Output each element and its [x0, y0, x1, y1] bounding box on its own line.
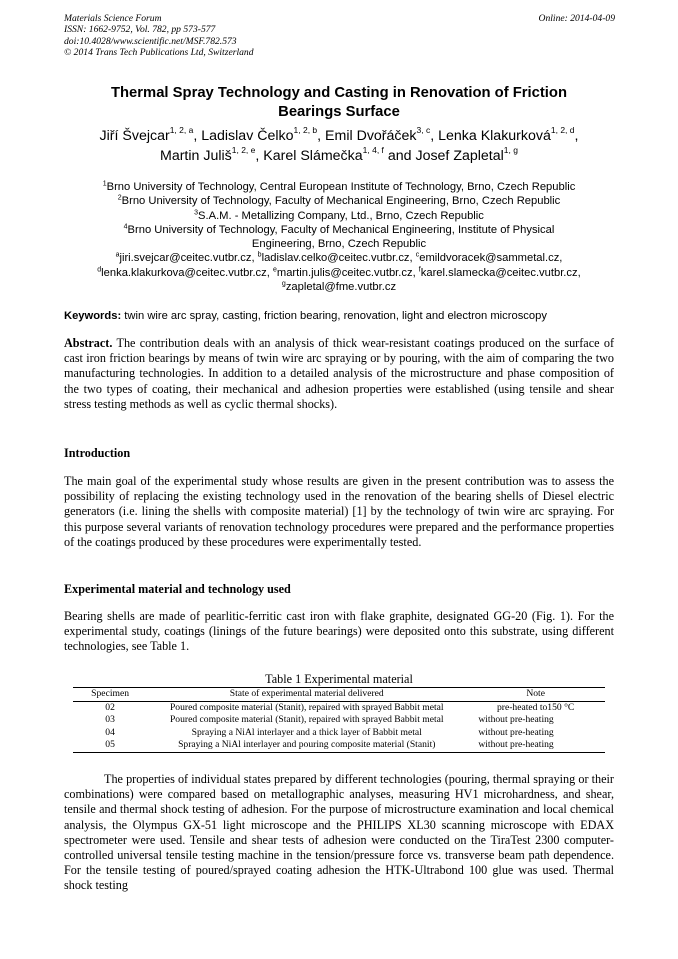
- specimen-cell: 02: [105, 701, 115, 713]
- table-caption: Table 1 Experimental material: [265, 672, 413, 686]
- author-name: Emil Dvořáček: [325, 128, 417, 144]
- email-link[interactable]: zapletal@fme.vutbr.cz: [285, 281, 397, 294]
- title-line-1: Thermal Spray Technology and Casting in Renovation of Friction: [110, 85, 567, 101]
- affiliation-3: [60, 209, 618, 223]
- abstract-text: The contribution deals with an analysis of thick wear-resistant coatings produced on the surface of cast iron friction bearings by means of twin wire arc spraying or by pouring, with the aim of comparing the two manufacturing technologies. In addition to a detailed analysis of the microstructure and phase composition of the two types of coating, their mechanical and adhesion properties were established (using tensile and shear stress testing methods as well as cyclic thermal shocks).: [64, 336, 614, 411]
- email-link[interactable]: karel.slamecka@ceitec.vutbr.cz,: [420, 266, 581, 279]
- specimen-cell: 03: [105, 714, 115, 726]
- affiliations: [60, 180, 618, 294]
- table-row: [73, 701, 605, 714]
- specimen-cell: 04: [105, 726, 115, 738]
- email-link[interactable]: martin.julis@ceitec.vutbr.cz,: [276, 266, 419, 279]
- state-cell: Spraying a NiAl interlayer and pouring composite material (Stanit): [147, 739, 466, 752]
- affiliation-marker: 2: [117, 194, 122, 202]
- author-separator: ,: [193, 128, 202, 144]
- specimen-cell: 05: [73, 739, 147, 752]
- email-line-2: [60, 266, 618, 280]
- introduction-paragraph: The main goal of the experimental study whose results are given in the present contribution was to assess the possibility of replacing the existing technology used in the renovation of the bearing shells of Diesel electric generators (i.e. lining the shells with composite material) [1] by the technology of twin wire arc spraying. For this purpose several variants of renovation technology procedures were prepared and the performance properties of the coatings produced by these procedures were experimentally tested.: [64, 474, 614, 549]
- affiliation-marker: 3: [194, 208, 199, 216]
- author-name: Martin Juliš: [160, 148, 232, 164]
- experimental-material-table: [73, 687, 605, 753]
- copyright-line: © 2014 Trans Tech Publications Ltd, Switzerland: [64, 47, 254, 59]
- email-marker: a: [115, 251, 120, 259]
- title-line-2: Bearings Surface: [278, 104, 400, 120]
- author-separator: ,: [574, 128, 579, 144]
- table-row: [73, 727, 605, 740]
- affiliation-4: [60, 223, 618, 237]
- email-link[interactable]: lenka.klakurkova@ceitec.vutbr.cz,: [101, 266, 273, 279]
- journal-name: Materials Science Forum: [64, 13, 162, 24]
- note-cell: without pre-heating: [478, 726, 554, 738]
- keywords-text: twin wire arc spray, casting, friction bearing, renovation, light and electron microscopy: [121, 310, 547, 322]
- online-date: Online: 2014-04-09: [538, 13, 615, 24]
- table-row: [73, 739, 605, 752]
- email-marker: f: [418, 266, 421, 274]
- section-heading-experimental: Experimental material and technology used: [64, 582, 291, 596]
- affiliation-text: Brno University of Technology, Faculty of Mechanical Engineering, Institute of Physical: [127, 223, 555, 236]
- issn-line: ISSN: 1662-9752, Vol. 782, pp 573-577: [64, 24, 216, 36]
- author-affiliation-marker: 1, 4, f: [362, 145, 384, 156]
- author-separator: ,: [255, 148, 264, 164]
- abstract: [64, 336, 614, 412]
- affiliation-marker: 4: [123, 223, 128, 231]
- note-cell: without pre-heating: [478, 714, 554, 726]
- experimental-paragraph: Bearing shells are made of pearlitic-ferritic cast iron with flake graphite, designated GG-20 (Fig. 1). For the experimental study, coatings (linings of the future bearings) were deposited onto this substrate, using different technologies, see Table 1.: [64, 609, 614, 654]
- email-line-1: [60, 251, 618, 265]
- author-name: Jiří Švejcar: [99, 128, 170, 144]
- table-header-row: [73, 688, 605, 702]
- column-header-specimen: Specimen: [73, 688, 147, 702]
- email-marker: g: [281, 280, 286, 288]
- keywords: [64, 309, 616, 323]
- author-affiliation-marker: 1, 2, e: [231, 145, 256, 156]
- email-link[interactable]: ladislav.celko@ceitec.vutbr.cz,: [261, 252, 416, 265]
- author-affiliation-marker: 1, 2, d: [550, 125, 575, 136]
- note-cell: pre-heated to150 °C: [496, 701, 575, 713]
- author-name: Lenka Klakurková: [438, 128, 551, 144]
- author-separator: ,: [430, 128, 439, 144]
- doi-line[interactable]: doi:10.4028/www.scientific.net/MSF.782.573: [64, 35, 237, 47]
- abstract-label: Abstract.: [64, 336, 113, 350]
- author-line-2: [58, 146, 620, 166]
- affiliation-1: [60, 180, 618, 194]
- author-name: Josef Zapletal: [415, 148, 504, 164]
- author-name: Karel Slámečka: [263, 148, 363, 164]
- author-line-1: [58, 126, 620, 146]
- author-affiliation-marker: 1, 2, b: [293, 125, 318, 136]
- email-link[interactable]: jiri.svejcar@ceitec.vutbr.cz,: [119, 252, 258, 265]
- email-marker: b: [257, 251, 262, 259]
- affiliation-2: [60, 194, 618, 208]
- table-row: [73, 714, 605, 727]
- author-affiliation-marker: 1, g: [503, 145, 518, 156]
- email-line-3: [60, 280, 618, 294]
- section-heading-introduction: Introduction: [64, 446, 131, 460]
- affiliation-text: S.A.M. - Metallizing Company, Ltd., Brno, Czech Republic: [198, 209, 484, 222]
- author-name: Ladislav Čelko: [201, 128, 294, 144]
- author-separator: and: [383, 148, 416, 164]
- author-affiliation-marker: 1, 2, a: [169, 125, 194, 136]
- author-affiliation-marker: 3, c: [416, 125, 431, 136]
- journal-header: [64, 13, 254, 59]
- email-marker: c: [415, 251, 420, 259]
- affiliation-text: Brno University of Technology, Faculty of Mechanical Engineering, Brno, Czech Republic: [121, 195, 561, 208]
- note-cell: without pre-heating: [466, 739, 605, 752]
- column-header-state: State of experimental material delivered: [147, 688, 466, 702]
- column-header-note: Note: [466, 688, 605, 702]
- keywords-label: Keywords:: [64, 310, 122, 322]
- affiliation-4-cont: Engineering, Brno, Czech Republic: [251, 238, 427, 251]
- author-list: [58, 126, 620, 166]
- state-cell: Poured composite material (Stanit), repaired with sprayed Babbit metal: [169, 714, 444, 726]
- affiliation-marker: 1: [102, 180, 107, 188]
- email-marker: e: [272, 266, 277, 274]
- state-cell: Spraying a NiAl interlayer and a thick layer of Babbit metal: [191, 726, 422, 738]
- properties-paragraph: The properties of individual states prepared by different technologies (pouring, thermal spraying or their combinations) were compared based on metallographic analyses, measuring HV1 microhardness, and shear, tensile and thermal shock testing of adhesion. For the purpose of microstructure examination and local chemical analysis, the Olympus GX-51 light microscope and the PHILIPS XL30 scanning microscope with EDAX spectrometer were used. Tensile and shear tests of adhesion were conducted on the TiraTest 2300 computer-controlled universal tensile testing machine in the tension/pressure force vs. transverse beam path dependence. For the tensile testing of poured/sprayed coating adhesion the HTK-Ultrabond 100 glue was used. Thermal shock testing: [64, 772, 614, 893]
- state-cell: Poured composite material (Stanit), repaired with sprayed Babbit metal: [169, 701, 444, 713]
- email-link[interactable]: emildvoracek@sammetal.cz,: [419, 252, 563, 265]
- paper-title: [64, 84, 614, 122]
- email-marker: d: [97, 266, 102, 274]
- affiliation-text: Brno University of Technology, Central European Institute of Technology, Brno, Czech Republic: [106, 181, 576, 193]
- author-separator: ,: [317, 128, 326, 144]
